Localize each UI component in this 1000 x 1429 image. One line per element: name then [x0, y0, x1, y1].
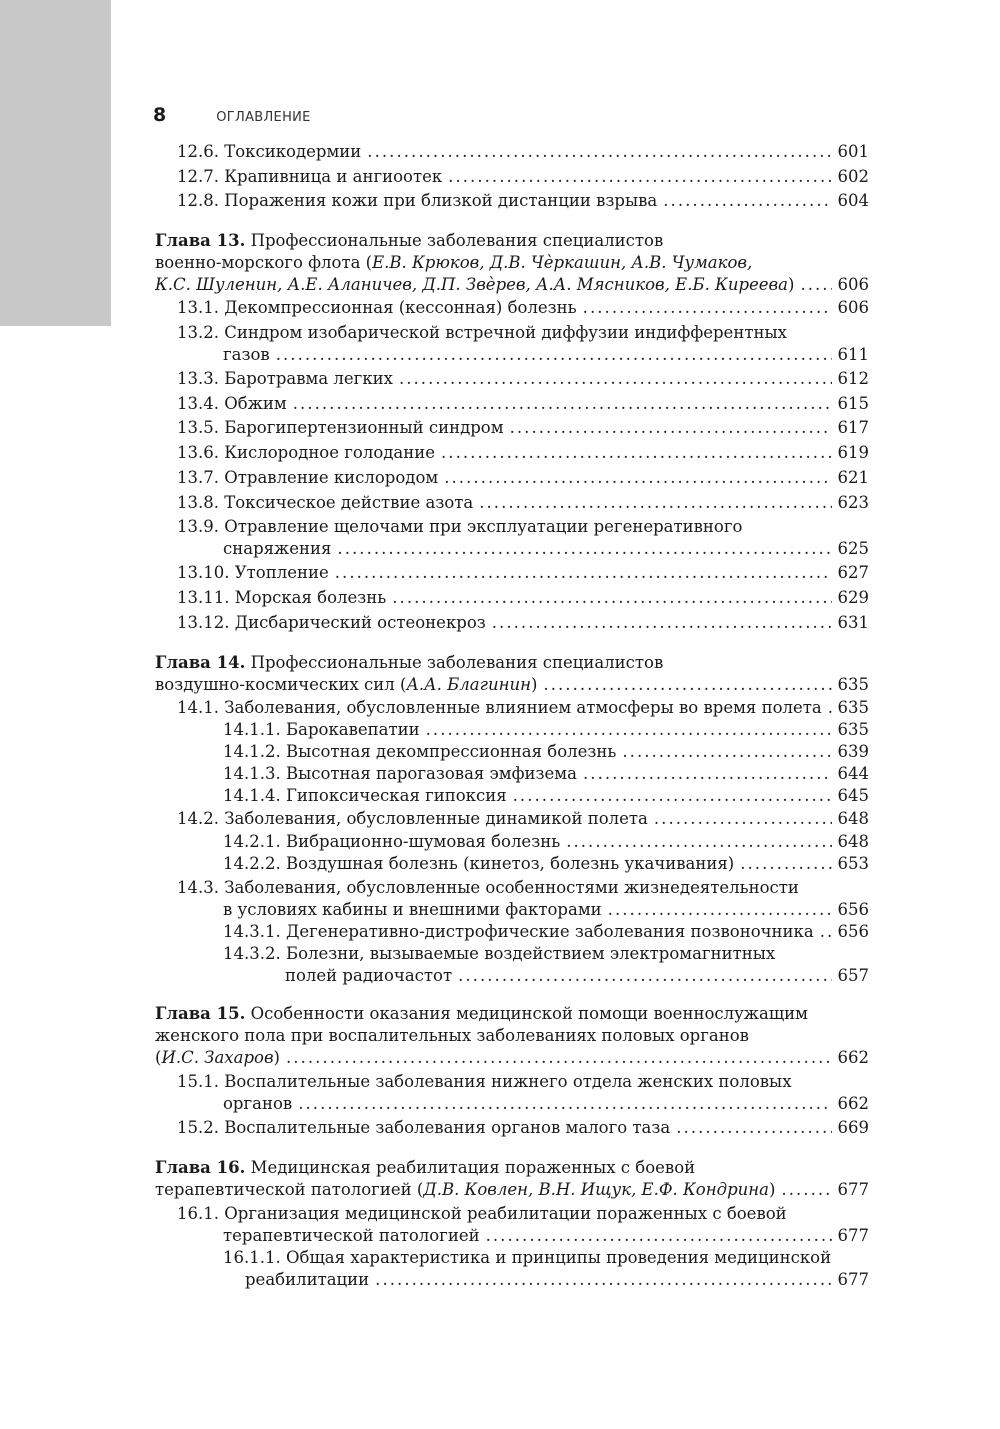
toc-entry-15-1-cont: органов . . . 662: [223, 1092, 869, 1115]
chapter-15-heading[interactable]: Глава 15. Особенности оказания медицинской помощи военнослужащим: [155, 1004, 808, 1023]
toc-entry-13-6[interactable]: 13.6. Кислородное голодание . . . 619: [177, 441, 869, 464]
toc-entry-ch16[interactable]: терапевтической патологией (Д.В. Ковлен, В.Н. Ищук, Е.Ф. Кондрина) . . . 677: [155, 1178, 869, 1201]
toc-entry-14-3-2[interactable]: 14.3.2. Болезни, вызываемые воздействием электромагнитных: [223, 944, 776, 963]
toc-entry-ch15[interactable]: (И.С. Захаров) . . . 662: [155, 1046, 869, 1069]
toc-entry-16-1-cont: терапевтической патологией . . . 677: [223, 1224, 869, 1247]
toc-entry-13-9[interactable]: 13.9. Отравление щелочами при эксплуатации регенеративного: [177, 517, 743, 536]
toc-entry-16-1[interactable]: 16.1. Организация медицинской реабилитации пораженных с боевой: [177, 1204, 787, 1223]
chapter-13-heading[interactable]: Глава 13. Профессиональные заболевания специалистов: [155, 231, 664, 250]
toc-entry-16-1-1-cont: реабилитации . . . 677: [245, 1268, 869, 1291]
toc-entry-14-3-1[interactable]: 14.3.1. Дегенеративно-дистрофические заболевания позвоночника . . . 656: [223, 920, 869, 943]
toc-entry-15-2[interactable]: 15.2. Воспалительные заболевания органов малого таза . . . 669: [177, 1116, 869, 1139]
toc-entry-14-1-4[interactable]: 14.1.4. Гипоксическая гипоксия . . . 645: [223, 784, 869, 807]
toc-entry-12-6[interactable]: 12.6. Токсикодермии . . . 601: [177, 140, 869, 163]
toc-entry-14-1-2[interactable]: 14.1.2. Высотная декомпрессионная болезнь . . . 639: [223, 740, 869, 763]
toc-entry-13-2[interactable]: 13.2. Синдром изобарической встречной диффузии индифферентных: [177, 323, 787, 342]
toc-entry-13-9-cont: снаряжения . . . 625: [223, 537, 869, 560]
toc-entry-13-11[interactable]: 13.11. Морская болезнь . . . 629: [177, 586, 869, 609]
toc-entry-13-3[interactable]: 13.3. Баротравма легких . . . 612: [177, 367, 869, 390]
toc-entry-ch13[interactable]: К.С. Шуленин, А.Е. Аланичев, Д.П. Звѐрев, А.А. Мясников, Е.Б. Киреева) . . . 606: [155, 273, 869, 296]
toc-entry-13-8[interactable]: 13.8. Токсическое действие азота . . . 623: [177, 491, 869, 514]
toc-entry-15-1[interactable]: 15.1. Воспалительные заболевания нижнего отдела женских половых: [177, 1072, 792, 1091]
toc-entry-13-10[interactable]: 13.10. Утопление . . . 627: [177, 561, 869, 584]
running-title: ОГЛАВЛЕНИЕ: [216, 109, 311, 126]
toc-entry-14-2-1[interactable]: 14.2.1. Вибрационно-шумовая болезнь . . . 648: [223, 830, 869, 853]
toc-entry-14-2-2[interactable]: 14.2.2. Воздушная болезнь (кинетоз, болезнь укачивания) . . . 653: [223, 852, 869, 875]
toc-entry-13-5[interactable]: 13.5. Барогипертензионный синдром . . . 617: [177, 416, 869, 439]
running-header: [153, 104, 311, 128]
toc-entry-12-8[interactable]: 12.8. Поражения кожи при близкой дистанции взрыва . . . 604: [177, 189, 869, 212]
toc-entry-14-1-3[interactable]: 14.1.3. Высотная парогазовая эмфизема . . . 644: [223, 762, 869, 785]
chapter-thumb-tab: [0, 0, 111, 326]
chapter-16-heading[interactable]: Глава 16. Медицинская реабилитация пораженных с боевой: [155, 1158, 696, 1177]
toc-entry-14-1-1[interactable]: 14.1.1. Барокавепатии . . . 635: [223, 718, 869, 741]
toc-entry-13-2-cont: газов . . . 611: [223, 343, 869, 366]
toc-entry-12-7[interactable]: 12.7. Крапивница и ангиоотек . . . 602: [177, 165, 869, 188]
toc-entry-14-3[interactable]: 14.3. Заболевания, обусловленные особенностями жизнедеятельности: [177, 878, 799, 897]
toc-entry-16-1-1[interactable]: 16.1.1. Общая характеристика и принципы проведения медицинской: [223, 1248, 832, 1267]
chapter-13-line2: военно-морского флота (Е.В. Крюков, Д.В. Чѐркашин, А.В. Чумаков,: [155, 253, 753, 272]
page-number: 8: [153, 104, 167, 126]
toc-entry-14-1[interactable]: 14.1. Заболевания, обусловленные влиянием атмосферы во время полета . . . 635: [177, 696, 869, 719]
toc-entry-14-3-cont: в условиях кабины и внешними факторами . . . 656: [223, 898, 869, 921]
toc-entry-14-3-2-cont: полей радиочастот . . . 657: [285, 964, 869, 987]
toc-entry-13-1[interactable]: 13.1. Декомпрессионная (кессонная) болезнь . . . 606: [177, 296, 869, 319]
chapter-15-line2: женского пола при воспалительных заболеваниях половых органов: [155, 1026, 749, 1045]
toc-entry-13-7[interactable]: 13.7. Отравление кислородом . . . 621: [177, 466, 869, 489]
chapter-14-heading[interactable]: Глава 14. Профессиональные заболевания специалистов: [155, 653, 664, 672]
toc-entry-13-4[interactable]: 13.4. Обжим . . . 615: [177, 392, 869, 415]
toc-entry-14-2[interactable]: 14.2. Заболевания, обусловленные динамикой полета . . . 648: [177, 807, 869, 830]
toc-entry-ch14[interactable]: воздушно-космических сил (А.А. Благинин) . . . 635: [155, 673, 869, 696]
toc-entry-13-12[interactable]: 13.12. Дисбарический остеонекроз . . . 631: [177, 611, 869, 634]
